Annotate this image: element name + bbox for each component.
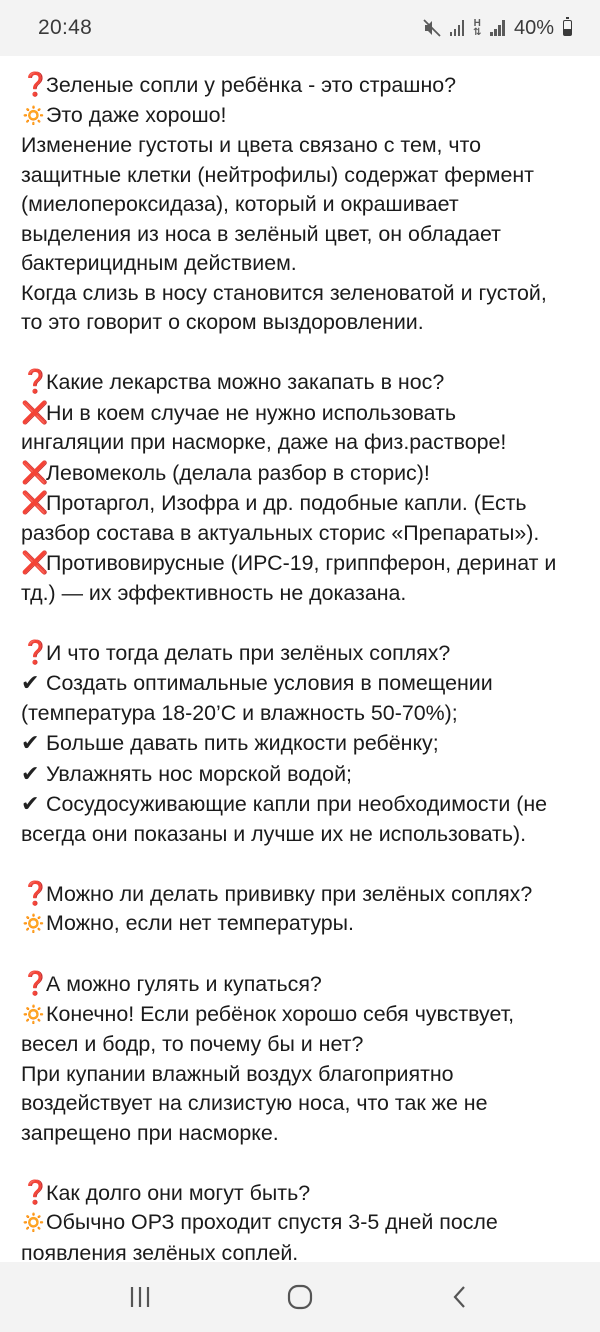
sun-icon: 🔅 bbox=[21, 1212, 46, 1234]
line-text: При купании влажный воздух благоприятно bbox=[21, 1061, 454, 1086]
line-text: А можно гулять и купаться? bbox=[46, 972, 322, 996]
question-icon: ❓ bbox=[21, 638, 50, 665]
back-button[interactable] bbox=[430, 1272, 490, 1322]
line-text: запрещено при насморке. bbox=[21, 1120, 279, 1145]
line-text: Зеленые сопли у ребёнка - это страшно? bbox=[46, 73, 457, 97]
back-icon bbox=[450, 1284, 470, 1310]
text-line bbox=[21, 1239, 586, 1263]
line-text: ингаляции при насморке, даже на физ.растворе! bbox=[21, 430, 507, 454]
line-text: появления зелёных соплей. bbox=[21, 1240, 299, 1262]
line-text: тд.) — их эффективность не доказана. bbox=[21, 580, 407, 605]
line-text: Это даже хорошо! bbox=[46, 102, 227, 127]
text-line bbox=[21, 699, 586, 729]
line-text: весел и бодр, то почему бы и нет? bbox=[21, 1032, 364, 1056]
navigation-bar bbox=[0, 1262, 600, 1332]
text-line bbox=[21, 579, 586, 609]
sun-icon: 🔅 bbox=[21, 104, 46, 127]
line-text: Конечно! Если ребёнок хорошо себя чувствует, bbox=[46, 1001, 515, 1026]
post-text bbox=[0, 56, 600, 1262]
paragraph-gap bbox=[21, 608, 586, 638]
home-button[interactable] bbox=[270, 1272, 330, 1322]
question-icon: ❓ bbox=[21, 1178, 50, 1205]
line-text: Создать оптимальные условия в помещении bbox=[46, 671, 493, 695]
check-icon: ✔ bbox=[21, 791, 40, 816]
question-icon: ❓ bbox=[21, 368, 50, 394]
text-line bbox=[21, 190, 586, 220]
text-line bbox=[21, 220, 586, 250]
status-icons bbox=[423, 17, 572, 40]
h-plus-network-icon: H ⇅ bbox=[473, 18, 482, 38]
text-line bbox=[21, 249, 586, 279]
text-line bbox=[21, 728, 586, 759]
paragraph-gap bbox=[21, 849, 586, 879]
sun-icon: 🔅 bbox=[21, 913, 46, 935]
cross-icon: ❌ bbox=[21, 399, 49, 425]
signal-icon bbox=[490, 20, 505, 36]
text-line bbox=[21, 1178, 586, 1209]
text-line bbox=[21, 879, 586, 910]
text-line bbox=[21, 789, 586, 820]
signal-icon bbox=[450, 20, 465, 36]
text-line bbox=[21, 759, 586, 790]
text-line bbox=[21, 1208, 586, 1239]
cross-icon: ❌ bbox=[21, 459, 49, 485]
line-text: Больше давать пить жидкости ребёнку; bbox=[46, 731, 439, 755]
line-text: И что тогда делать при зелёных соплях? bbox=[46, 640, 451, 665]
battery-percent: 40% bbox=[513, 16, 554, 39]
text-line bbox=[21, 909, 586, 940]
line-text: Когда слизь в носу становится зеленоватой и густой, bbox=[21, 280, 547, 305]
text-line bbox=[21, 428, 586, 458]
text-line bbox=[21, 638, 586, 669]
line-text: защитные клетки (нейтрофилы) содержат фермент bbox=[21, 162, 534, 187]
line-text: воздействует на слизистую носа, что так же не bbox=[21, 1091, 488, 1115]
text-line bbox=[21, 367, 586, 398]
text-line bbox=[21, 488, 586, 519]
text-line bbox=[21, 131, 586, 161]
check-icon: ✔ bbox=[21, 670, 40, 695]
text-line bbox=[21, 398, 586, 429]
line-text: бактерицидным действием. bbox=[21, 251, 297, 275]
cross-icon: ❌ bbox=[21, 550, 49, 575]
line-text: Обычно ОРЗ проходит спустя 3-5 дней после bbox=[46, 1210, 498, 1234]
status-time: 20:48 bbox=[38, 16, 93, 39]
line-text: Противовирусные (ИРС-19, гриппферон, деринат и bbox=[46, 551, 557, 575]
text-line bbox=[21, 1060, 586, 1090]
text-line bbox=[21, 1000, 586, 1031]
paragraph-gap bbox=[21, 940, 586, 970]
line-text: Можно ли делать прививку при зелёных соплях? bbox=[46, 881, 533, 906]
line-text: (температура 18-20’С и влажность 50-70%); bbox=[21, 700, 458, 725]
text-line bbox=[21, 1030, 586, 1060]
line-text: Увлажнять нос морской водой; bbox=[46, 761, 352, 786]
line-text: то это говорит о скором выздоровлении. bbox=[21, 310, 424, 334]
text-line bbox=[21, 1119, 586, 1149]
text-line bbox=[21, 668, 586, 699]
line-text: (миелопероксидаза), который и окрашивает bbox=[21, 192, 459, 216]
text-line bbox=[21, 969, 586, 1000]
recent-apps-icon bbox=[127, 1285, 153, 1309]
mute-icon bbox=[423, 19, 441, 37]
line-text: Изменение густоты и цвета связано с тем, что bbox=[21, 133, 482, 157]
line-text: Какие лекарства можно закапать в нос? bbox=[46, 370, 445, 394]
sun-icon: 🔅 bbox=[21, 1003, 46, 1026]
paragraph-gap bbox=[21, 1148, 586, 1178]
line-text: Сосудосуживающие капли при необходимости (не bbox=[46, 792, 548, 816]
line-text: Ни в коем случае не нужно использовать bbox=[46, 400, 457, 425]
line-text: Как долго они могут быть? bbox=[46, 1180, 311, 1205]
text-line bbox=[21, 101, 586, 132]
text-line bbox=[21, 161, 586, 191]
text-line bbox=[21, 519, 586, 549]
home-icon bbox=[286, 1283, 314, 1311]
question-icon: ❓ bbox=[21, 71, 50, 97]
cross-icon: ❌ bbox=[21, 490, 49, 515]
line-text: всегда они показаны и лучше их не использовать). bbox=[21, 821, 527, 846]
paragraph-gap bbox=[21, 338, 586, 368]
check-icon: ✔ bbox=[21, 760, 40, 786]
text-line bbox=[21, 820, 586, 850]
battery-icon bbox=[563, 20, 572, 36]
text-line bbox=[21, 308, 586, 338]
text-line bbox=[21, 458, 586, 489]
text-line bbox=[21, 548, 586, 579]
text-line bbox=[21, 1089, 586, 1119]
text-line bbox=[21, 70, 586, 101]
line-text: Можно, если нет температуры. bbox=[46, 911, 354, 935]
line-text: Протаргол, Изофра и др. подобные капли. (Есть bbox=[46, 491, 527, 515]
question-icon: ❓ bbox=[21, 879, 50, 906]
question-icon: ❓ bbox=[21, 970, 50, 996]
text-line bbox=[21, 279, 586, 309]
status-bar bbox=[0, 0, 600, 56]
line-text: Левомеколь (делала разбор в сторис)! bbox=[46, 460, 430, 485]
recent-apps-button[interactable] bbox=[110, 1272, 170, 1322]
line-text: выделения из носа в зелёный цвет, он обладает bbox=[21, 221, 501, 246]
check-icon: ✔ bbox=[21, 730, 40, 755]
line-text: разбор состава в актуальных сторис «Препараты»). bbox=[21, 520, 540, 545]
